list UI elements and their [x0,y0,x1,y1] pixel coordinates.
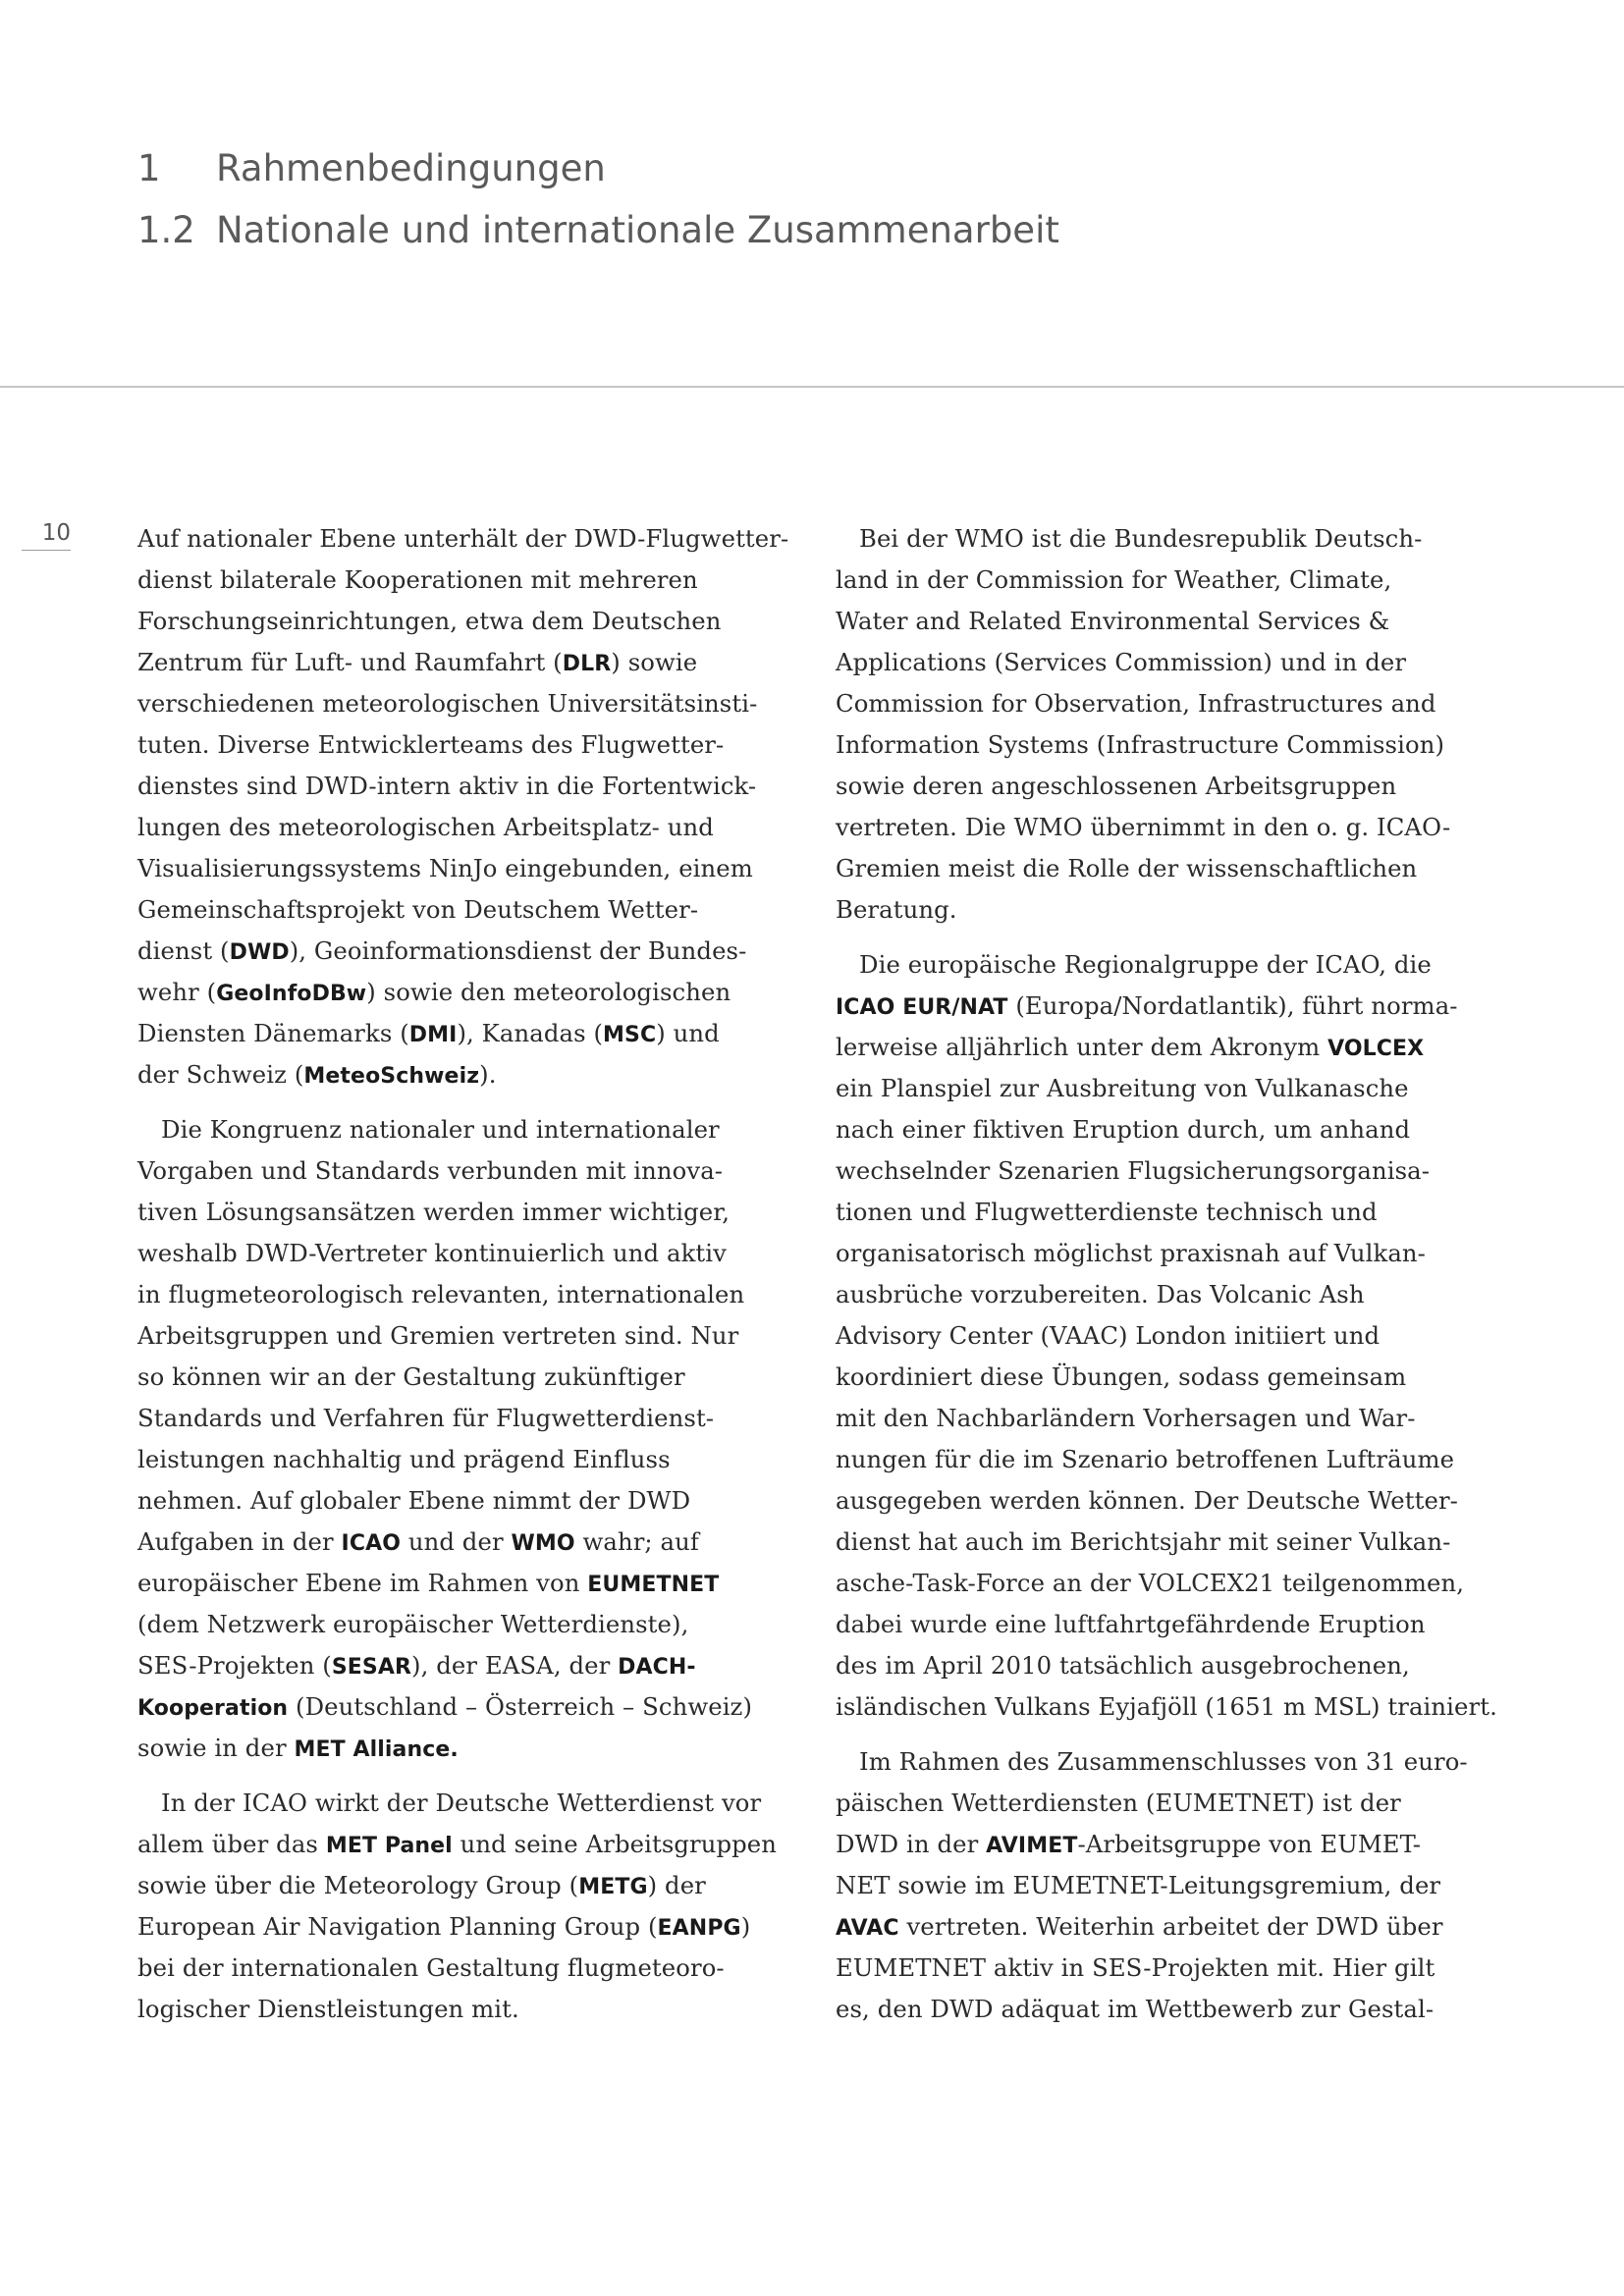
text-line: es, den DWD adäquat im Wettbewerb zur Gestal- [836,1995,1435,2023]
text-line: lerweise alljährlich unter dem Akronym VOLCEX [836,1033,1425,1061]
text-line: logischer Dienstleistungen mit. [137,1995,519,2023]
text-line: dienst bilaterale Kooperationen mit mehreren [137,565,698,594]
text-line: SES-Projekten (SESAR), der EASA, der DACH- [137,1651,696,1680]
text-column-right [836,518,1497,2030]
text-line: land in der Commission for Weather, Climate, [836,565,1392,594]
text-line: Water and Related Environmental Services & [836,607,1390,635]
bold-term: MeteoSchweiz [303,1064,480,1089]
text-line: weshalb DWD-Vertreter kontinuierlich und aktiv [137,1239,727,1267]
text-line: dienst hat auch im Berichtsjahr mit seiner Vulkan- [836,1527,1451,1556]
text-line: organisatorisch möglichst praxisnah auf Vulkan- [836,1239,1426,1267]
bold-term: GeoInfoDBw [216,982,367,1006]
paragraph-gap [836,1728,1491,1741]
text-line: Zentrum für Luft- und Raumfahrt (DLR) sowie [137,648,698,676]
bold-term: AVAC [836,1916,899,1941]
text-line: vertreten. Die WMO übernimmt in den o. g. ICAO- [836,813,1451,841]
text-line: EUMETNET aktiv in SES-Projekten mit. Hier gilt [836,1953,1435,1982]
bold-term: MET Panel [325,1834,453,1858]
text-line: tionen und Flugwetterdienste technisch und [836,1198,1378,1226]
text-line: dienstes sind DWD-intern aktiv in die Fortentwick- [137,772,757,800]
bold-term: VOLCEX [1327,1037,1425,1061]
text-line: so können wir an der Gestaltung zukünftiger [137,1362,685,1391]
bold-term: MSC [603,1023,657,1047]
bold-term: ICAO [341,1531,402,1556]
bold-term: DACH- [618,1655,696,1680]
paragraph [137,1783,797,2030]
text-line: Advisory Center (VAAC) London initiiert und [836,1321,1380,1350]
text-line: europäischer Ebene im Rahmen von EUMETNET [137,1569,720,1597]
bold-term: WMO [511,1531,575,1556]
text-line: AVAC vertreten. Weiterhin arbeitet der DWD über [836,1912,1443,1941]
text-line: lungen des meteorologischen Arbeitsplatz- und [137,813,714,841]
bold-term: EANPG [657,1916,741,1941]
text-line: Die europäische Regionalgruppe der ICAO, die [859,950,1432,979]
text-line: leistungen nachhaltig und prägend Einfluss [137,1445,671,1473]
text-line: allem über das MET Panel und seine Arbeitsgruppen [137,1830,778,1858]
text-line: Commission for Observation, Infrastructures and [836,689,1436,718]
bold-term: MET Alliance. [294,1737,459,1762]
text-line: der Schweiz (MeteoSchweiz). [137,1060,497,1089]
text-line: In der ICAO wirkt der Deutsche Wetterdienst vor [161,1789,762,1817]
bold-term: ICAO EUR/NAT [836,995,1008,1020]
text-line: (dem Netzwerk europäischer Wetterdienste), [137,1610,689,1638]
bold-term: DLR [562,652,612,676]
text-line: Aufgaben in der ICAO und der WMO wahr; auf [137,1527,699,1556]
text-line: Arbeitsgruppen und Gremien vertreten sind. Nur [137,1321,739,1350]
chapter-title: Rahmenbedingungen [216,147,606,189]
text-line: verschiedenen meteorologischen Universitätsinsti- [137,689,758,718]
text-line: Im Rahmen des Zusammenschlusses von 31 euro- [859,1747,1468,1776]
text-line: wechselnder Szenarien Flugsicherungsorganisa- [836,1156,1431,1185]
section-number: 1.2 [137,209,195,251]
text-line: Die Kongruenz nationaler und internationaler [161,1115,720,1144]
bold-term: METG [578,1875,648,1899]
text-line: isländischen Vulkans Eyjafjöll (1651 m MSL) trainiert. [836,1692,1497,1721]
text-line: nungen für die im Szenario betroffenen Lufträume [836,1445,1455,1473]
bold-term: SESAR [331,1655,412,1680]
text-line: des im April 2010 tatsächlich ausgebrochenen, [836,1651,1410,1680]
chapter-number: 1 [137,147,161,189]
text-line: nehmen. Auf globaler Ebene nimmt der DWD [137,1486,691,1515]
text-line: Forschungseinrichtungen, etwa dem Deutschen [137,607,722,635]
text-line: ICAO EUR/NAT (Europa/Nordatlantik), führt norma- [836,991,1458,1020]
text-line: nach einer fiktiven Eruption durch, um anhand [836,1115,1411,1144]
bold-term: EUMETNET [587,1573,720,1597]
paragraph [137,518,797,1095]
text-line: in flugmeteorologisch relevanten, internationalen [137,1280,745,1308]
text-line: sowie deren angeschlossenen Arbeitsgruppen [836,772,1397,800]
text-line: Information Systems (Infrastructure Commission) [836,730,1445,759]
text-line: Beratung. [836,895,957,924]
text-line: sowie über die Meteorology Group (METG) der [137,1871,706,1899]
text-line: DWD in der AVIMET-Arbeitsgruppe von EUMET- [836,1830,1422,1858]
paragraph [836,518,1491,931]
bold-term: AVIMET [986,1834,1078,1858]
text-line: päischen Wetterdiensten (EUMETNET) ist der [836,1789,1401,1817]
text-line: ausbrüche vorzubereiten. Das Volcanic Ash [836,1280,1365,1308]
paragraph [137,1109,797,1769]
text-line: Gremien meist die Rolle der wissenschaftlichen [836,854,1418,882]
text-line: dienst (DWD), Geoinformationsdienst der Bundes- [137,936,747,965]
bold-term: DWD [229,940,290,965]
section-heading [137,209,1059,251]
text-line: Bei der WMO ist die Bundesrepublik Deutsch- [859,524,1423,553]
paragraph [836,944,1497,1728]
text-line: Diensten Dänemarks (DMI), Kanadas (MSC) und [137,1019,720,1047]
header-divider [0,386,1624,388]
text-line: Standards und Verfahren für Flugwetterdienst- [137,1404,715,1432]
text-line: Kooperation (Deutschland – Österreich – Schweiz) [137,1692,753,1721]
text-line: mit den Nachbarländern Vorhersagen und War- [836,1404,1416,1432]
section-title: Nationale und internationale Zusammenarbeit [216,209,1059,251]
paragraph-gap [137,1095,797,1109]
text-line: wehr (GeoInfoDBw) sowie den meteorologischen [137,978,731,1006]
paragraph-gap [137,1769,797,1783]
text-line: asche-Task-Force an der VOLCEX21 teilgenommen, [836,1569,1465,1597]
text-line: tiven Lösungsansätzen werden immer wichtiger, [137,1198,731,1226]
paragraph-gap [836,931,1491,944]
paragraph [836,1741,1491,2030]
text-line: NET sowie im EUMETNET-Leitungsgremium, der [836,1871,1441,1899]
text-line: bei der internationalen Gestaltung flugmeteoro- [137,1953,725,1982]
text-line: European Air Navigation Planning Group (EANPG) [137,1912,751,1941]
page-number: 10 [22,520,71,551]
text-line: Auf nationaler Ebene unterhält der DWD-Flugwetter- [137,524,789,553]
bold-term: Kooperation [137,1696,289,1721]
text-line: tuten. Diverse Entwicklerteams des Flugwetter- [137,730,725,759]
text-line: ein Planspiel zur Ausbreitung von Vulkanasche [836,1074,1409,1102]
text-line: sowie in der MET Alliance. [137,1734,459,1762]
bold-term: DMI [408,1023,458,1047]
text-line: koordiniert diese Übungen, sodass gemeinsam [836,1362,1407,1391]
text-line: ausgegeben werden können. Der Deutsche Wetter- [836,1486,1458,1515]
text-line: Visualisierungssystems NinJo eingebunden, einem [137,854,753,882]
text-line: dabei wurde eine luftfahrtgefährdende Eruption [836,1610,1426,1638]
chapter-heading [137,147,606,189]
text-line: Vorgaben und Standards verbunden mit innova- [137,1156,724,1185]
text-line: Gemeinschaftsprojekt von Deutschem Wetter- [137,895,699,924]
text-line: Applications (Services Commission) und in der [836,648,1407,676]
text-column-left [137,518,797,2030]
